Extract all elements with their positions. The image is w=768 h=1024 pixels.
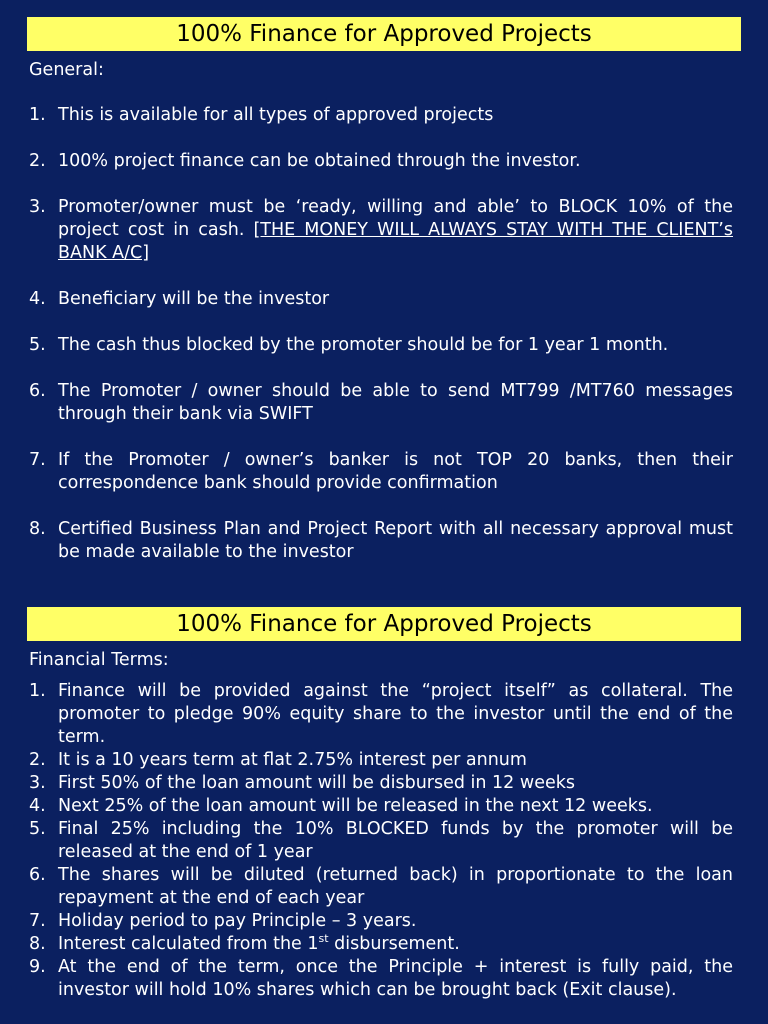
slide-title: 100% Finance for Approved Projects [27, 17, 741, 51]
section-label-general: General: [29, 60, 104, 80]
list-item: 4. Beneficiary will be the investor [29, 289, 330, 309]
list-item: 7. Holiday period to pay Principle – 3 years. [29, 911, 417, 931]
list-item: 8. Interest calculated from the 1st disbursement. [29, 932, 460, 954]
list-item: 2. 100% project finance can be obtained through the investor. [29, 151, 581, 171]
list-item: 8. Certified Business Plan and Project Report with all necessary approval must be made available to the investor [29, 519, 733, 562]
general-list [29, 104, 733, 587]
list-item: 1. This is available for all types of approved projects [29, 105, 494, 125]
financial-terms-list [29, 680, 733, 1002]
list-item: 6. The shares will be diluted (returned back) in proportionate to the loan repayment at the end of each year [29, 865, 733, 908]
list-item: 2. It is a 10 years term at flat 2.75% interest per annum [29, 750, 527, 770]
list-item: 5. Final 25% including the 10% BLOCKED funds by the promoter will be released at the end of 1 year [29, 819, 733, 862]
list-item: 5. The cash thus blocked by the promoter should be for 1 year 1 month. [29, 335, 669, 355]
section-label-financial-terms: Financial Terms: [29, 650, 169, 670]
list-item: 6. The Promoter / owner should be able to send MT799 /MT760 messages through their bank via SWIFT [29, 381, 733, 424]
list-item: 7. If the Promoter / owner’s banker is not TOP 20 banks, then their correspondence bank should provide confirmation [29, 450, 733, 493]
list-item: 4. Next 25% of the loan amount will be released in the next 12 weeks. [29, 796, 653, 816]
list-item: 3. First 50% of the loan amount will be disbursed in 12 weeks [29, 773, 575, 793]
list-item: 3. Promoter/owner must be ‘ready, willing and able’ to BLOCK 10% of the project cost in cash. [THE MONEY WILL ALWAYS STAY WITH THE CLIENT’s BANK A/C] [29, 197, 733, 263]
slide-title: 100% Finance for Approved Projects [27, 607, 741, 641]
list-item: 1. Finance will be provided against the “project itself” as collateral. The promoter to pledge 90% equity share to the investor until the end of the term. [29, 681, 733, 747]
bank-account-note: [THE MONEY WILL ALWAYS STAY WITH THE CLIENT’s BANK A/C] [58, 220, 733, 263]
list-item: 9. At the end of the term, once the Principle + interest is fully paid, the investor will hold 10% shares which can be brought back (Exit clause). [29, 957, 733, 1000]
